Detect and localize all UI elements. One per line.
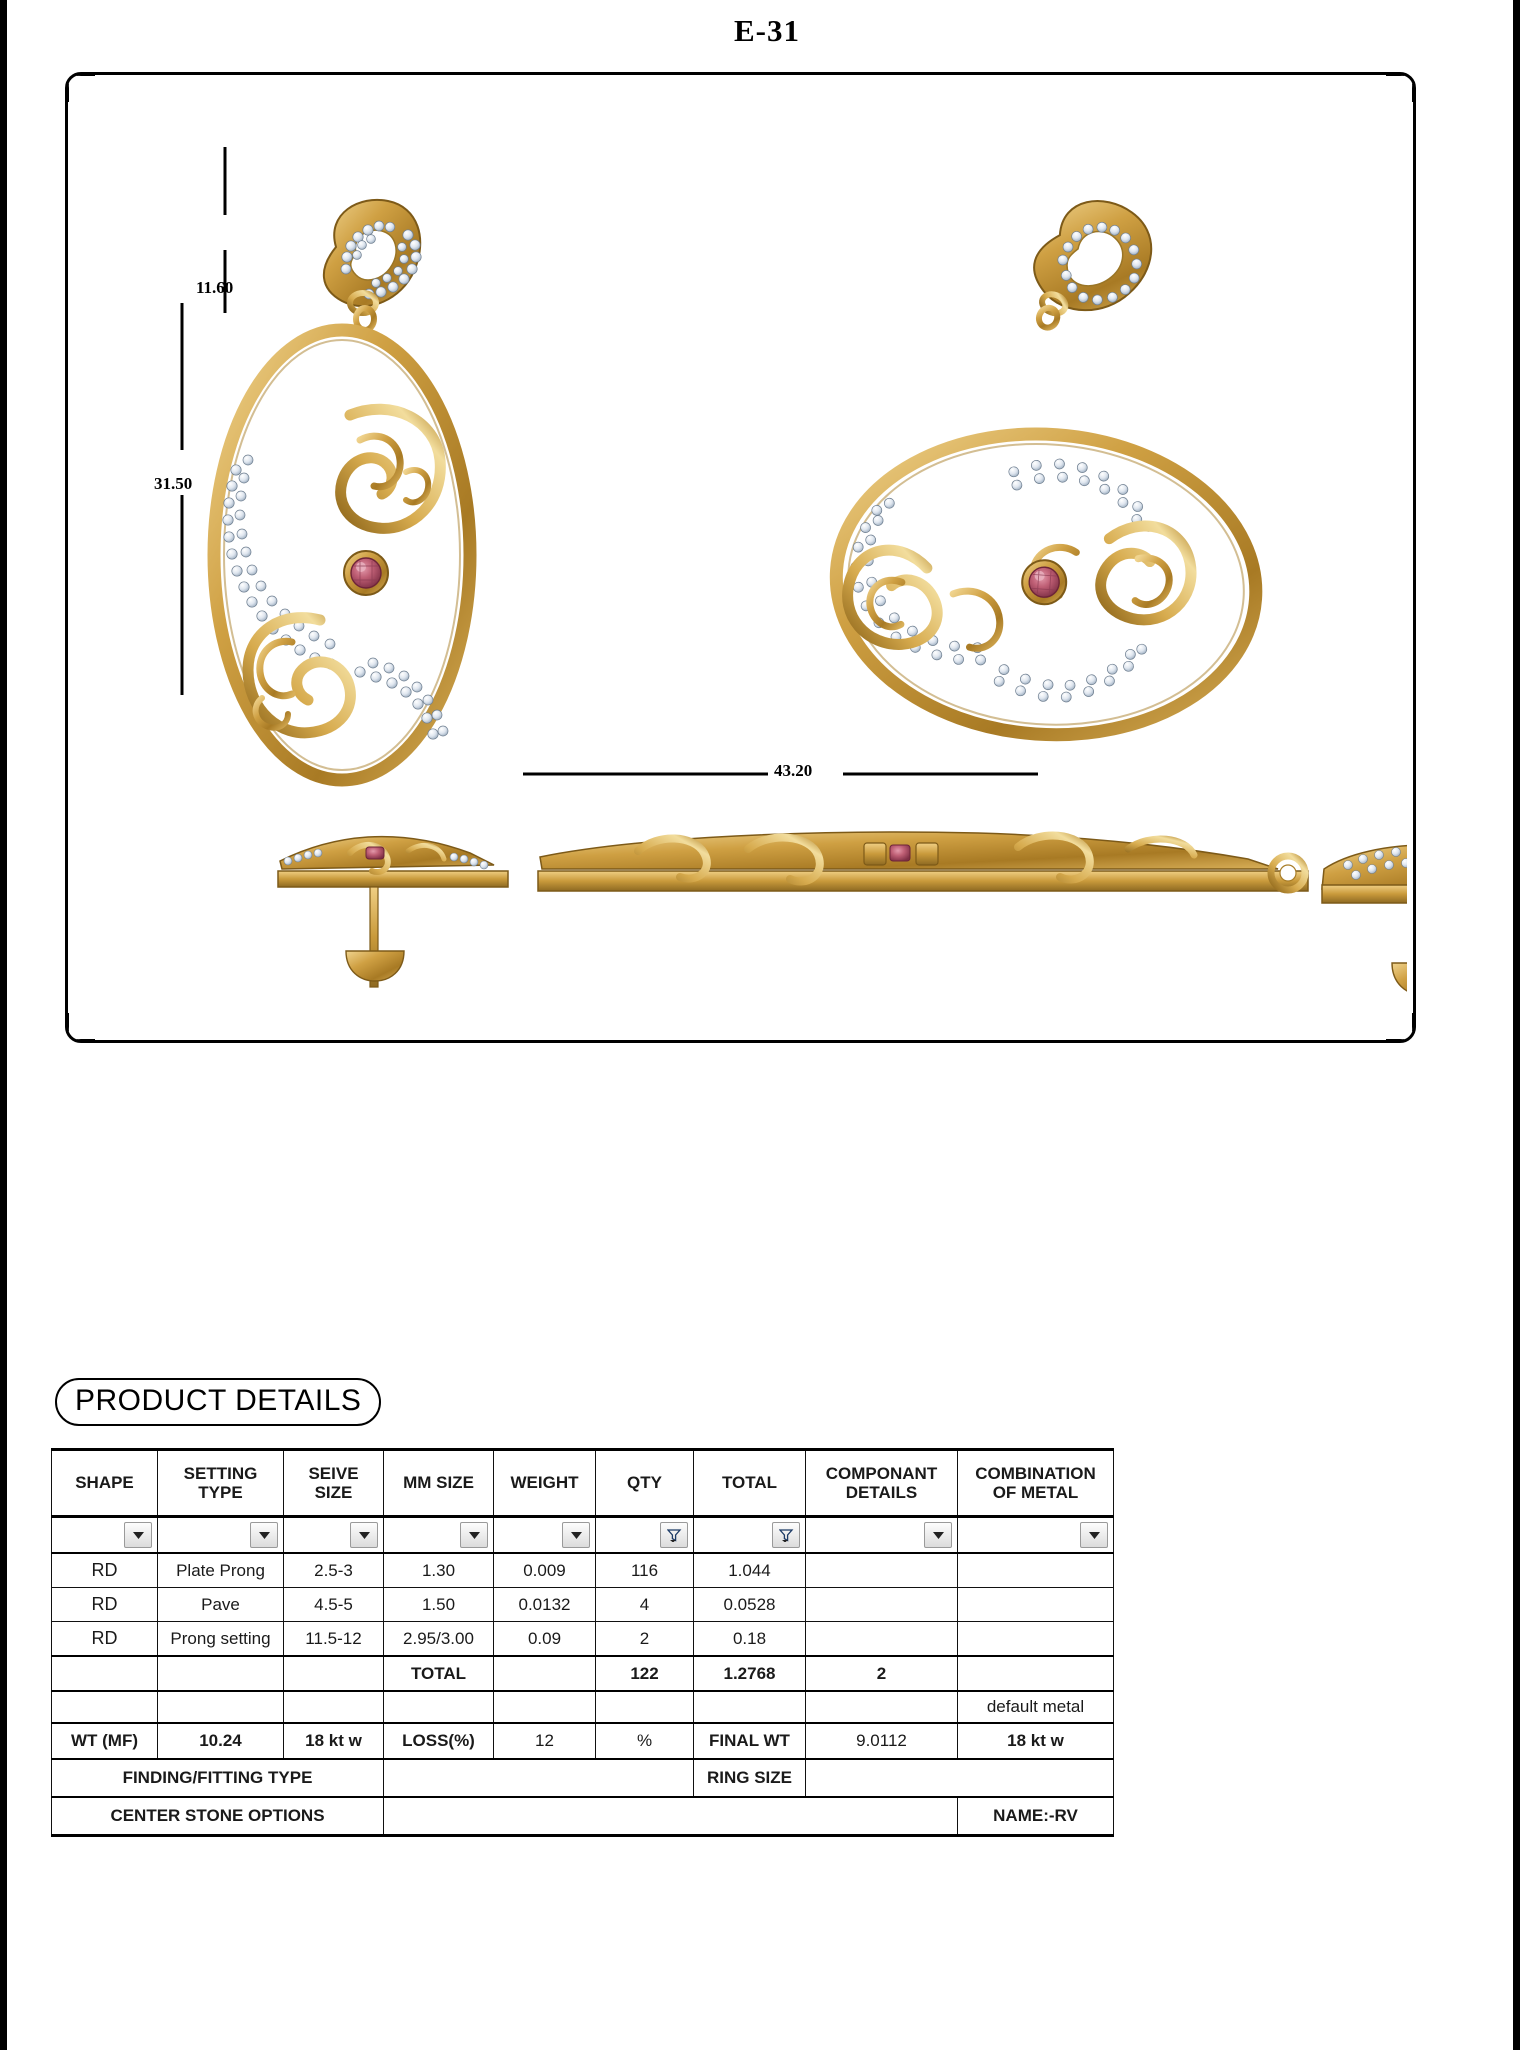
filter-cell-seive-size [284,1517,384,1554]
front-view-group [214,200,470,780]
perspective-view-group [740,141,1407,869]
finding-fitting-type-value [384,1759,694,1797]
default-metal-blank-8 [806,1691,958,1723]
cell-combination-of-metal [958,1588,1114,1622]
page-title: E-31 [734,13,800,48]
filter-cell-total [694,1517,806,1554]
cell-shape: RD [52,1622,158,1657]
filter-cell-qty [596,1517,694,1554]
header-componant-details [806,1450,958,1517]
default-metal-blank-4 [384,1691,494,1723]
totals-cell-setting-type [158,1656,284,1691]
final-metal-value: 18 kt w [958,1723,1114,1759]
dimension-label-height-top: 11.60 [196,278,234,297]
default-metal-blank-2 [158,1691,284,1723]
product-details-table-wrap [51,1448,1113,1837]
filter-dropdown-setting-type-icon[interactable] [250,1522,278,1548]
filter-active-total-icon[interactable] [772,1522,800,1548]
final-wt-value: 9.0112 [806,1723,958,1759]
wt-mf-value: 10.24 [158,1723,284,1759]
finding-fitting-type-label: FINDING/FITTING TYPE [52,1759,384,1797]
totals-cell-qty: 122 [596,1656,694,1691]
header-combination-of-metal [958,1450,1114,1517]
filter-cell-componant-details [806,1517,958,1554]
loss-percent-unit: % [596,1723,694,1759]
metal-karat-value: 18 kt w [284,1723,384,1759]
filter-cell-setting-type [158,1517,284,1554]
cell-qty: 4 [596,1588,694,1622]
table-row [52,1553,1114,1588]
cell-weight: 0.09 [494,1622,596,1657]
totals-label: TOTAL [384,1656,494,1691]
filter-cell-shape [52,1517,158,1554]
header-combination-line1: COMBINATION [975,1463,1096,1483]
header-setting-type [158,1450,284,1517]
cell-combination-of-metal [958,1622,1114,1657]
totals-cell-weight [494,1656,596,1691]
header-shape [52,1450,158,1517]
header-seive-size [284,1450,384,1517]
table-finding-row [52,1759,1114,1797]
table-totals-row [52,1656,1114,1691]
header-setting-type-line1: SETTING [183,1463,258,1483]
table-row [52,1622,1114,1657]
product-details-table [51,1448,1114,1837]
cell-setting-type: Prong setting [158,1622,284,1657]
default-metal-blank-3 [284,1691,384,1723]
cell-componant-details [806,1588,958,1622]
product-details-label: PRODUCT DETAILS [55,1378,381,1426]
wt-mf-label: WT (MF) [52,1723,158,1759]
filter-cell-weight [494,1517,596,1554]
filter-dropdown-shape-icon[interactable] [124,1522,152,1548]
header-total-line1: TOTAL [721,1473,778,1493]
header-qty [596,1450,694,1517]
header-setting-type-line2: TYPE [198,1483,243,1502]
table-header-row [52,1450,1114,1517]
cell-componant-details [806,1553,958,1588]
totals-cell-combination-of-metal [958,1656,1114,1691]
header-componant-details-line1: COMPONANT [825,1463,938,1483]
header-weight-line1: WEIGHT [510,1473,579,1493]
totals-cell-componant-details: 2 [806,1656,958,1691]
default-metal-blank-1 [52,1691,158,1723]
header-combination-line2: OF METAL [992,1483,1079,1502]
header-seive-size-line1: SEIVE [308,1463,359,1483]
header-shape-line1: SHAPE [75,1473,134,1493]
center-stone-front [344,551,388,595]
filter-cell-mm-size [384,1517,494,1554]
cell-setting-type: Plate Prong [158,1553,284,1588]
filter-dropdown-combination-icon[interactable] [1080,1522,1108,1548]
header-mm-size-line1: MM SIZE [403,1473,474,1493]
totals-cell-shape [52,1656,158,1691]
document-title-bar [7,0,1520,62]
table-weight-row [52,1723,1114,1759]
cell-mm-size: 1.30 [384,1553,494,1588]
default-metal-value: default metal [958,1691,1114,1723]
cell-combination-of-metal [958,1553,1114,1588]
table-filter-row [52,1517,1114,1554]
cell-qty: 2 [596,1622,694,1657]
technical-drawing-panel [65,72,1416,1043]
table-center-stone-row [52,1797,1114,1836]
filter-active-qty-icon[interactable] [660,1522,688,1548]
cell-qty: 116 [596,1553,694,1588]
table-default-metal-row [52,1691,1114,1723]
filter-cell-combination-of-metal [958,1517,1114,1554]
center-stone-perspective [1021,559,1068,606]
jewelry-render [68,75,1407,1034]
final-wt-label: FINAL WT [694,1723,806,1759]
header-componant-details-line2: DETAILS [845,1483,918,1502]
default-metal-blank-7 [694,1691,806,1723]
cell-seive-size: 11.5-12 [284,1622,384,1657]
cell-weight: 0.009 [494,1553,596,1588]
header-weight [494,1450,596,1517]
cell-mm-size: 1.50 [384,1588,494,1622]
side-view-small-group [278,837,508,987]
table-row [52,1588,1114,1622]
filter-dropdown-mm-size-icon[interactable] [460,1522,488,1548]
header-qty-line1: QTY [627,1473,662,1493]
designer-name-value: NAME:-RV [958,1797,1114,1836]
cell-shape: RD [52,1588,158,1622]
filter-dropdown-weight-icon[interactable] [562,1522,590,1548]
filter-dropdown-componant-details-icon[interactable] [924,1522,952,1548]
cell-weight: 0.0132 [494,1588,596,1622]
ring-size-value [806,1759,1114,1797]
cell-seive-size: 4.5-5 [284,1588,384,1622]
cell-total: 0.0528 [694,1588,806,1622]
loss-percent-value: 12 [494,1723,596,1759]
filter-dropdown-seive-size-icon[interactable] [350,1522,378,1548]
center-stone-options-value [384,1797,958,1836]
default-metal-blank-5 [494,1691,596,1723]
header-total [694,1450,806,1517]
cell-total: 1.044 [694,1553,806,1588]
cell-mm-size: 2.95/3.00 [384,1622,494,1657]
cell-setting-type: Pave [158,1588,284,1622]
totals-cell-seive-size [284,1656,384,1691]
default-metal-blank-6 [596,1691,694,1723]
dimension-label-width-side: 43.20 [774,761,813,780]
header-seive-size-line2: SIZE [314,1483,353,1502]
dimension-label-height-drop: 31.50 [154,474,193,493]
cell-seive-size: 2.5-3 [284,1553,384,1588]
loss-percent-label: LOSS(%) [384,1723,494,1759]
cell-total: 0.18 [694,1622,806,1657]
side-view-wide-group [538,832,1407,1005]
cell-shape: RD [52,1553,158,1588]
cell-componant-details [806,1622,958,1657]
ring-size-label: RING SIZE [694,1759,806,1797]
header-mm-size [384,1450,494,1517]
center-stone-options-label: CENTER STONE OPTIONS [52,1797,384,1836]
totals-cell-total: 1.2768 [694,1656,806,1691]
